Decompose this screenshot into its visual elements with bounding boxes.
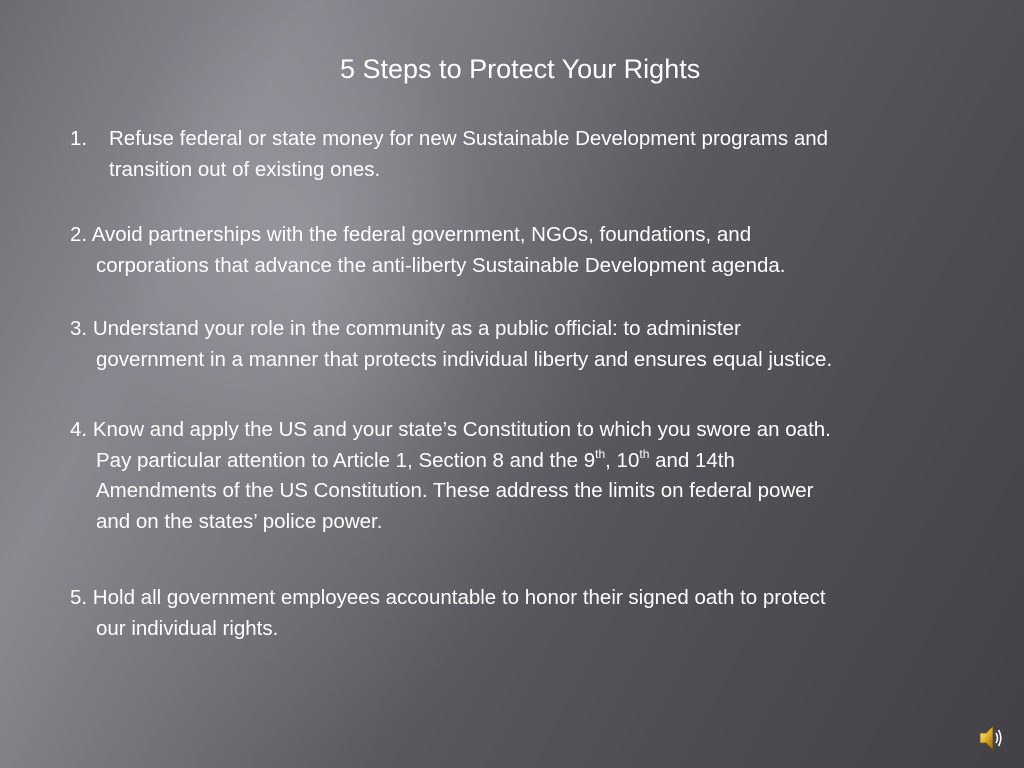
list-item-3-line-1 [70, 314, 970, 345]
list-item-3-line-2: government in a manner that protects individual liberty and ensures equal justice. [96, 347, 833, 371]
list-item-2-line-2: corporations that advance the anti-liberty Sustainable Development agenda. [96, 253, 786, 277]
list-item-4-line-3: Amendments of the US Constitution. These address the limits on federal power [96, 479, 814, 502]
speaker-icon[interactable] [978, 722, 1004, 754]
list-item-5-line-1 [70, 583, 970, 614]
list-item-4-text-4: and 14th [649, 448, 735, 472]
list-item-4-text-3: , 10 [605, 448, 640, 472]
list-item-4-number: 4. [70, 418, 88, 441]
list-item-1-text-1: Refuse federal or state money for new Sustainable Development programs and [109, 127, 829, 150]
slide-title-text: 5 Steps to Protect Your Rights [340, 54, 701, 84]
list-item-4-text-1: Know and apply the US and your state’s Constitution to which you swore an oath. [92, 418, 831, 441]
list-item-2-number: 2. [70, 223, 88, 246]
list-item-5-number: 5. [70, 586, 88, 609]
list-item-4-line-4: and on the states’ police power. [96, 509, 383, 533]
list-item-1-number: 1. [70, 127, 88, 150]
list-item-1-line-2: transition out of existing ones. [109, 157, 381, 181]
list-item-1 [70, 124, 970, 185]
list-item-3 [70, 314, 970, 375]
list-item-3-number: 3. [70, 317, 88, 340]
superscript-th-9: th [595, 446, 606, 461]
list-item-1-line-1 [70, 124, 970, 155]
list-item-4-line-2 [70, 446, 970, 477]
list-item-5 [70, 583, 970, 644]
list-item-4-line-1 [70, 415, 970, 446]
list-item-5-text-1: Hold all government employees accountable to honor their signed oath to protect [87, 586, 826, 609]
list-item-2-line-1 [70, 220, 970, 251]
list-item-2-text-1: Avoid partnerships with the federal government, NGOs, foundations, and [91, 223, 752, 246]
list-item-3-text-1: Understand your role in the community as a public official: to administer [92, 317, 741, 340]
list-item-4-text-2: Pay particular attention to Article 1, Section 8 and the 9 [96, 448, 596, 472]
list-item-2 [70, 220, 970, 281]
list-item-5-line-2: our individual rights. [96, 616, 279, 640]
superscript-th-10: th [639, 446, 650, 461]
list-item-4 [70, 415, 970, 537]
